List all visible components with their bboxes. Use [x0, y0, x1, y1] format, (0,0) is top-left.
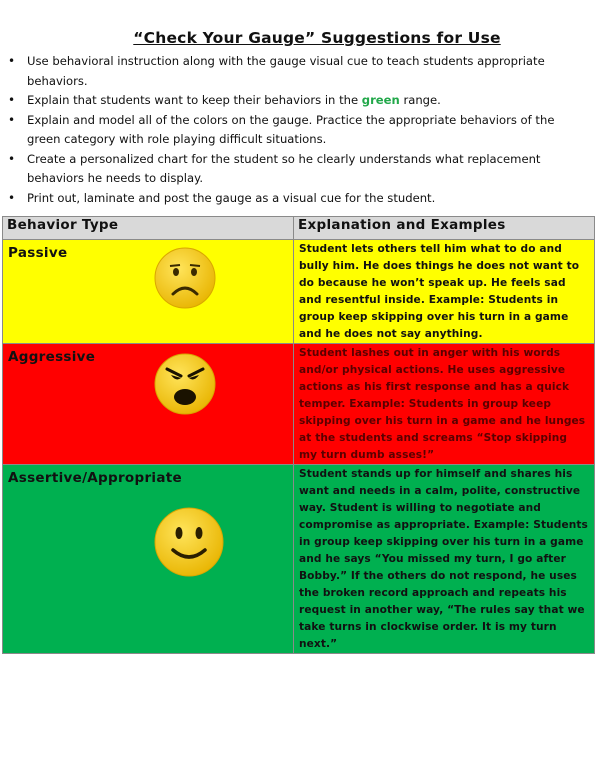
header-explanation: Explanation and Examples [294, 217, 595, 240]
table-row-passive [3, 240, 595, 344]
table-row-aggressive [3, 344, 595, 465]
behavior-description: Student lets others tell him what to do and bully him. He does things he does not want to do because he won’t speak up. He feels sad and resentful inside. Example: Students in group keep skipping over his turn in a game and he does not say anything. [294, 240, 595, 344]
suggestions-list [6, 52, 581, 208]
behavior-type-label: Passive [8, 245, 68, 261]
list-item-text-pre: Explain that students want to keep their behaviors in the [27, 93, 362, 107]
list-item [6, 150, 581, 189]
green-highlight: green [361, 93, 400, 107]
behavior-type-cell [3, 465, 294, 654]
behavior-type-cell [3, 240, 294, 344]
behavior-description: Student lashes out in anger with his words and/or physical actions. He uses aggressive actions as his first response and has a quick temper. Example: Students in group keep skipping over his turn in a game and he lunges at the students and screams “Stop skipping my turn dumb asses!” [294, 344, 595, 465]
table-header-row [3, 217, 595, 240]
table-row-assertive [3, 465, 595, 654]
behavior-type-label: Aggressive [8, 349, 96, 365]
list-item [6, 91, 581, 111]
behavior-type-cell [3, 344, 294, 465]
list-item-text: Print out, laminate and post the gauge as a visual cue for the student. [27, 190, 436, 205]
list-item-text: Create a personalized chart for the student so he clearly understands what replacement behaviors he needs to display. [27, 151, 541, 185]
behavior-gauge-table [2, 216, 595, 654]
list-item [6, 52, 581, 91]
list-item [6, 189, 581, 209]
angry-face-icon [153, 352, 217, 416]
smiling-face-icon [153, 506, 225, 578]
behavior-description: Student stands up for himself and shares his want and needs in a calm, polite, constructive way. Student is willing to negotiate and compromise as appropriate. Example: Students in group keep skipping over his turn in a game and he says “You missed my turn, I go after Bobby.” If the others do not respond, he uses the broken record approach and repeats his request in another way, “The rules say that we take turns in clockwise order. It is my turn next.” [294, 465, 595, 654]
header-behavior-type: Behavior Type [3, 217, 294, 240]
sad-face-icon [153, 246, 217, 310]
list-item-text-post: range. [399, 93, 441, 107]
page-title: “Check Your Gauge” Suggestions for Use [133, 29, 501, 47]
behavior-type-label: Assertive/Appropriate [8, 470, 182, 486]
list-item-text: Explain and model all of the colors on the gauge. Practice the appropriate behaviors of the green category with role playing difficult situations. [27, 112, 555, 146]
list-item [6, 111, 581, 150]
list-item-text: Use behavioral instruction along with the gauge visual cue to teach students appropriate behaviors. [27, 54, 545, 88]
